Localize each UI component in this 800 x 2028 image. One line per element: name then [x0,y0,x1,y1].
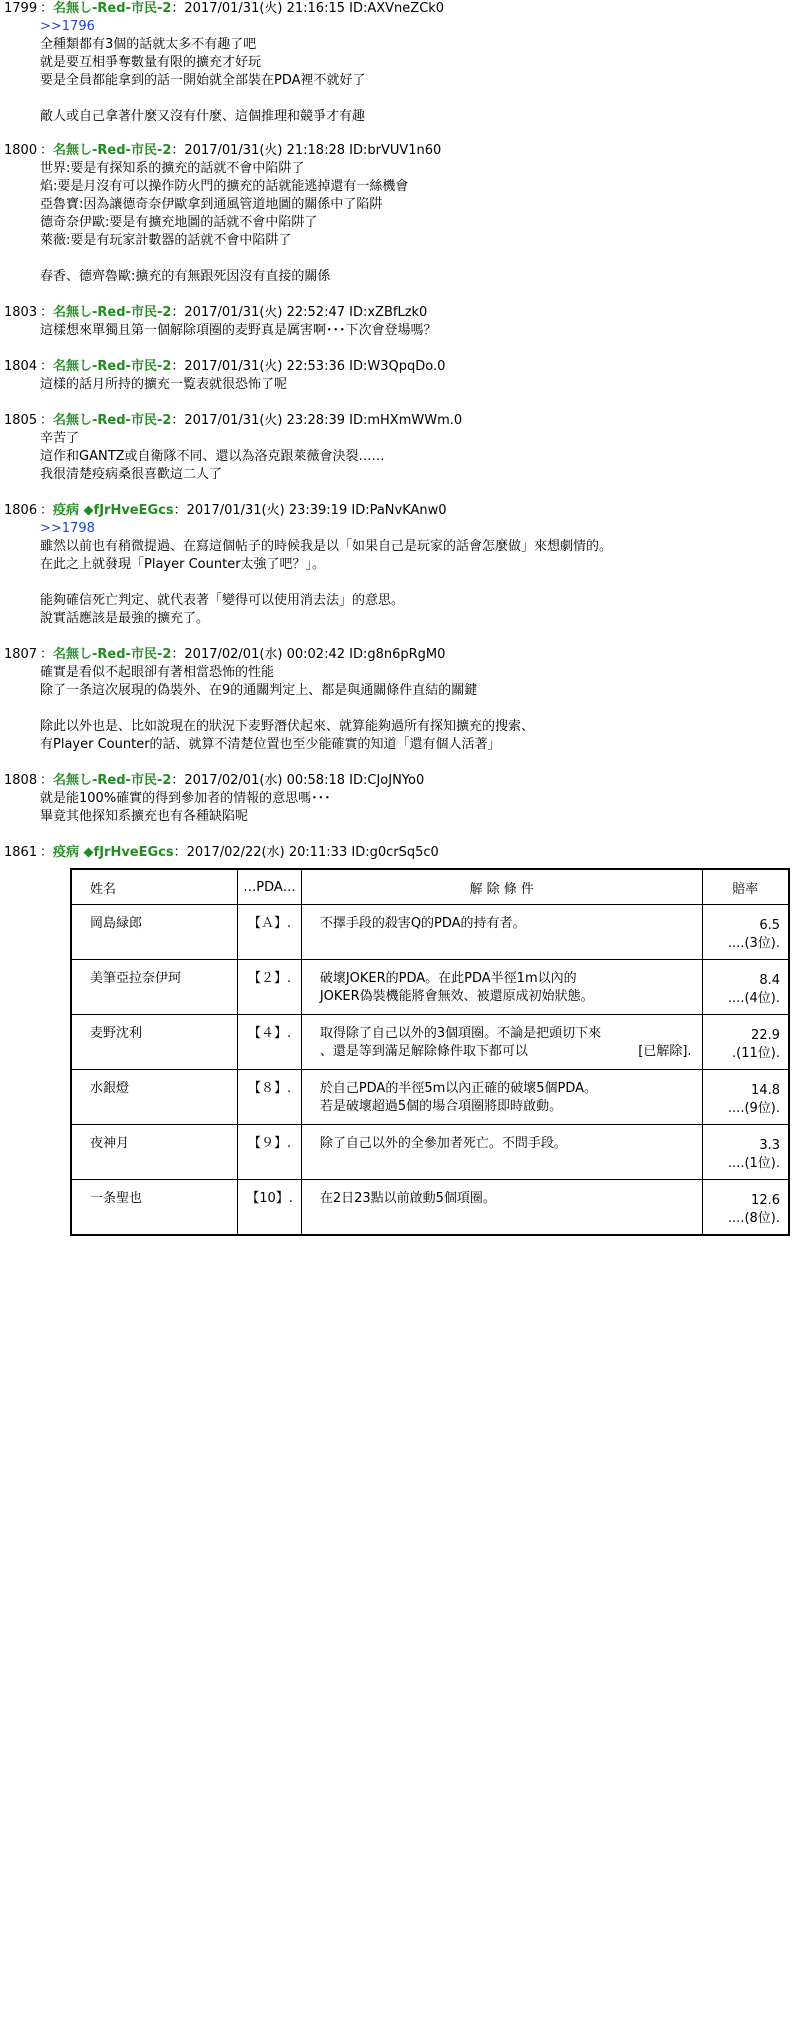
poster-name: 疫病 ◆fJrHveEGcs [53,503,174,518]
post-id: ID:mHXmWWm.0 [349,413,463,428]
separator: ： [40,773,54,788]
table-row [71,1070,789,1125]
condition-line: 不擇手段的殺害Q的PDA的持有者。 [319,916,526,931]
poster-name: 名無し-Red-市民-2 [53,413,172,428]
separator: ： [40,143,54,158]
condition-cell [301,1180,702,1236]
table-row [71,1015,789,1070]
player-name-cell [71,1125,238,1180]
pda-label: 【Ａ】. [247,916,292,931]
header-condition: 解 除 條 件 [301,869,702,905]
post [4,772,424,826]
post-id: ID:g0crSq5c0 [351,845,439,860]
post-header [4,646,534,664]
poster-name: 名無し-Red-市民-2 [53,773,172,788]
post-id: ID:g8n6pRgM0 [349,647,446,662]
post-id: ID:AXVneZCk0 [349,1,445,16]
post-body-line: 說實話應該是最強的擴充了。 [40,611,210,626]
separator: ： [40,305,54,320]
post-id: ID:PaNvKAnw0 [351,503,447,518]
header-pda: …PDA… [238,869,302,905]
separator: ： [40,647,54,662]
post-date: 2017/01/31(火) 22:53:36 [184,359,345,374]
post-body-line: 這樣的話月所持的擴充一覧表就很恐怖了呢 [40,377,288,392]
post-header [4,0,444,18]
odds-value: 3.3 [759,1138,780,1153]
post-header [4,142,441,160]
separator: ： [40,503,54,518]
rank-value: ....(9位). [727,1101,780,1116]
pda-cell [238,1070,302,1125]
separator: ： [171,413,185,428]
odds-cell [702,1125,789,1180]
player-name: 麦野沈利 [90,1026,143,1041]
odds-value: 8.4 [759,973,780,988]
condition-line: 取得除了自己以外的3個項圈。不論是把頭切下來 [319,1026,602,1041]
post-body-line: 有Player Counter的話、就算不清楚位置也至少能確實的知道「還有個人活著」 [40,737,501,752]
pda-label: 【４】. [247,1026,292,1041]
table-header-row [71,869,789,905]
post-header [4,358,445,376]
post-body-line: 就是要互相爭奪數量有限的擴充才好玩 [40,55,262,70]
post-number: 1861 [4,845,38,860]
post-body-line [4,700,534,718]
pda-cell [238,960,302,1015]
post-header [4,502,612,520]
post [4,358,445,394]
rank-value: .(11位). [732,1046,780,1061]
odds-cell [702,960,789,1015]
post-body-line: 雖然以前也有稍微提過、在寫這個帖子的時候我是以「如果自己是玩家的話會怎麼做」來想劇情的。 [40,539,613,554]
separator: ： [171,143,185,158]
reply-anchor-link[interactable]: >>1796 [40,19,95,34]
poster-name: 疫病 ◆fJrHveEGcs [53,845,174,860]
post-id: ID:CJoJNYo0 [349,773,425,788]
poster-name: 名無し-Red-市民-2 [53,647,172,662]
post-body-line: 敵人或自己拿著什麼又沒有什麼、這個推理和競爭才有趣 [40,109,366,124]
post [4,412,462,484]
post-body-line: 畢竟其他探知系擴充也有各種缺陷呢 [40,809,249,824]
pda-label: 【２】. [247,971,292,986]
post-date: 2017/02/01(水) 00:02:42 [184,647,345,662]
condition-line: 破壞JOKER的PDA。在此PDA半徑1m以內的 [319,971,577,986]
condition-line [320,1043,702,1061]
post-body-line: 萊薇:要是有玩家計數器的話就不會中陷阱了 [40,233,292,248]
post-date: 2017/02/22(水) 20:11:33 [186,845,348,860]
pda-table [70,868,790,2028]
condition-line [320,988,702,1006]
odds-value: 22.9 [751,1028,780,1043]
rank-value: ....(1位). [727,1156,780,1171]
separator: ： [171,1,185,16]
post-body-line: 要是全員都能拿到的話一開始就全部裝在PDA裡不就好了 [40,73,366,88]
post-date: 2017/01/31(火) 21:16:15 [184,1,345,16]
post [4,0,444,126]
pda-label: 【10】. [246,1191,293,1206]
separator: ： [40,359,54,374]
pda-cell [238,1180,302,1236]
separator: ： [171,773,185,788]
post-header [4,772,424,790]
post-body-line: 德奇奈伊歐:要是有擴充地圖的話就不會中陷阱了 [40,215,318,230]
player-name: 夜神月 [90,1136,130,1151]
condition-line: 於自己PDA的半徑5m以內正確的破壞5個PDA。 [319,1081,598,1096]
table-row [71,1180,789,1236]
post-date: 2017/01/31(火) 23:28:39 [184,413,345,428]
player-name-cell [71,1180,238,1236]
player-name: 岡島緑郎 [90,916,143,931]
pda-label: 【９】. [247,1136,292,1151]
post-id: ID:brVUV1n60 [349,143,442,158]
post-number: 1808 [4,773,38,788]
post-number: 1800 [4,143,38,158]
condition-line: 在2日23點以前啟動5個項圈。 [319,1191,496,1206]
separator: ： [173,845,187,860]
post-body-line: 我很清楚疫病桑很喜歡這二人了 [40,467,223,482]
separator: ： [171,647,185,662]
post [4,502,612,628]
post-number: 1799 [4,1,38,16]
odds-value: 6.5 [759,918,780,933]
condition-text: 若是破壞超過5個的場合項圈將即時啟動。 [319,1099,563,1114]
separator: ： [40,413,54,428]
player-name: 一条聖也 [90,1191,143,1206]
post-id: ID:xZBfLzk0 [349,305,428,320]
condition-cell [301,960,702,1015]
post-header [4,304,437,322]
post-body-line: 這作和GANTZ或自衛隊不同、還以為洛克跟萊薇會決裂…… [40,449,385,464]
post-header [4,412,462,430]
post [4,304,437,340]
separator: ： [171,305,185,320]
status-badge: [已解除]. [638,1044,692,1059]
pda-cell [238,1015,302,1070]
post-body-line: 世界:要是有探知系的擴充的話就不會中陷阱了 [40,161,305,176]
condition-line: 除了自己以外的全參加者死亡。不問手段。 [319,1136,567,1151]
table-row [71,905,789,960]
player-name: 水銀燈 [90,1081,130,1096]
condition-text: 、還是等到滿足解除條件取下都可以 [319,1044,528,1059]
post-body-line [4,250,441,268]
pda-label: 【８】. [247,1081,292,1096]
post-body-line: 焰:要是月沒有可以操作防火門的擴充的話就能逃掉還有一絲機會 [40,179,409,194]
rank-value: ....(3位). [727,936,780,951]
post-body-line: 全種類都有3個的話就太多不有趣了吧 [40,37,257,52]
post-date: 2017/01/31(火) 22:52:47 [184,305,345,320]
post-body-line [4,574,612,592]
pda-cell [238,1125,302,1180]
player-name-cell [71,905,238,960]
odds-value: 12.6 [751,1193,780,1208]
post-date: 2017/01/31(火) 21:18:28 [184,143,345,158]
post-header [4,844,439,862]
condition-cell [301,1125,702,1180]
poster-name: 名無し-Red-市民-2 [53,1,172,16]
odds-value: 14.8 [751,1083,780,1098]
post-body-line: 亞魯寶:因為讓德奇奈伊歐拿到通風管道地圖的關係中了陷阱 [40,197,383,212]
separator: ： [173,503,187,518]
post-date: 2017/01/31(火) 23:39:19 [186,503,348,518]
post-number: 1805 [4,413,38,428]
post-date: 2017/02/01(水) 00:58:18 [184,773,345,788]
player-name-cell [71,960,238,1015]
post-number: 1803 [4,305,38,320]
post-body-line: 在此之上就發現「Player Counter太強了吧？」。 [40,557,326,572]
post [4,844,439,862]
poster-name: 名無し-Red-市民-2 [53,359,172,374]
pda-cell [238,905,302,960]
post [4,142,441,286]
post-body-line: 確實是看似不起眼卻有著相當恐怖的性能 [40,665,275,680]
table-row [71,960,789,1015]
reply-anchor-link[interactable]: >>1798 [40,521,95,536]
separator: ： [171,359,185,374]
player-name: 美筆亞拉奈伊珂 [90,971,182,986]
post-body-line: 辛苦了 [40,431,80,446]
table-row [71,1125,789,1180]
condition-line [320,1098,702,1116]
header-odds: 賠率 [702,869,789,905]
odds-cell [702,1180,789,1236]
condition-text: JOKER偽裝機能將會無效、被還原成初始狀態。 [319,989,594,1004]
post-number: 1804 [4,359,38,374]
rank-value: ....(8位). [727,1211,780,1226]
separator: ： [40,845,54,860]
separator: ： [40,1,54,16]
post [4,646,534,754]
condition-cell [301,1070,702,1125]
poster-name: 名無し-Red-市民-2 [53,143,172,158]
odds-cell [702,1070,789,1125]
odds-cell [702,905,789,960]
player-name-cell [71,1015,238,1070]
post-number: 1806 [4,503,38,518]
post-body-line: 能夠確信死亡判定、就代表著「變得可以使用消去法」的意思。 [40,593,405,608]
header-name: 姓名 [71,869,238,905]
odds-cell [702,1015,789,1070]
condition-cell [301,905,702,960]
post-body-line: 除了一条這次展現的偽裝外、在9的通關判定上、都是與通關條件直結的關鍵 [40,683,478,698]
condition-cell [301,1015,702,1070]
post-body-line: 春香、德齊魯歐:擴充的有無跟死因沒有直接的關係 [40,269,331,284]
rank-value: ....(4位). [727,991,780,1006]
post-body-line [4,90,444,108]
player-name-cell [71,1070,238,1125]
post-id: ID:W3QpqDo.0 [349,359,446,374]
poster-name: 名無し-Red-市民-2 [53,305,172,320]
post-body-line: 除此以外也是、比如說現在的狀況下麦野潛伏起來、就算能夠過所有探知擴充的搜索、 [40,719,535,734]
post-body-line: 這樣想來單獨且第一個解除項圈的麦野真是厲害啊･･･下次會登場嗎？ [40,323,437,338]
post-body-line: 就是能100%確實的得到參加者的情報的意思嗎･･･ [40,791,331,806]
post-number: 1807 [4,647,38,662]
